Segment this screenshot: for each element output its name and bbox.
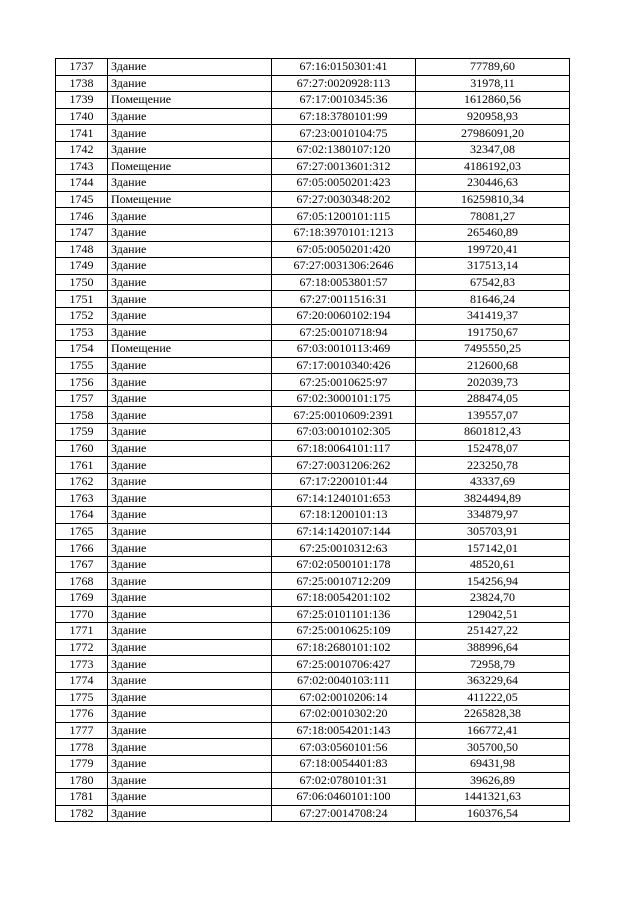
cadastral-number-cell: 67:25:0010625:97 bbox=[272, 374, 416, 391]
table-row bbox=[56, 440, 570, 457]
table-row bbox=[56, 573, 570, 590]
cadastral-value-cell: 157142,01 bbox=[416, 540, 570, 557]
cadastral-value-cell: 39626,89 bbox=[416, 772, 570, 789]
row-number-cell: 1737 bbox=[56, 59, 108, 76]
cadastral-number-cell: 67:17:2200101:44 bbox=[272, 473, 416, 490]
cadastral-number-cell: 67:17:0010340:426 bbox=[272, 357, 416, 374]
table-row bbox=[56, 739, 570, 756]
object-type-cell: Здание bbox=[108, 125, 272, 142]
cadastral-number-cell: 67:18:3970101:1213 bbox=[272, 224, 416, 241]
object-type-cell: Здание bbox=[108, 540, 272, 557]
table-row bbox=[56, 357, 570, 374]
object-type-cell: Здание bbox=[108, 507, 272, 524]
cadastral-number-cell: 67:18:0054401:83 bbox=[272, 755, 416, 772]
cadastral-value-cell: 920958,93 bbox=[416, 108, 570, 125]
cadastral-number-cell: 67:16:0150301:41 bbox=[272, 59, 416, 76]
cadastral-value-cell: 212600,68 bbox=[416, 357, 570, 374]
object-type-cell: Здание bbox=[108, 739, 272, 756]
table-row bbox=[56, 457, 570, 474]
row-number-cell: 1757 bbox=[56, 390, 108, 407]
cadastral-value-cell: 251427,22 bbox=[416, 623, 570, 640]
row-number-cell: 1773 bbox=[56, 656, 108, 673]
cadastral-number-cell: 67:27:0030348:202 bbox=[272, 191, 416, 208]
cadastral-value-cell: 154256,94 bbox=[416, 573, 570, 590]
cadastral-number-cell: 67:02:0010206:14 bbox=[272, 689, 416, 706]
cadastral-number-cell: 67:27:0020928:113 bbox=[272, 75, 416, 92]
table-row bbox=[56, 324, 570, 341]
cadastral-number-cell: 67:18:3780101:99 bbox=[272, 108, 416, 125]
row-number-cell: 1768 bbox=[56, 573, 108, 590]
row-number-cell: 1751 bbox=[56, 291, 108, 308]
table-row bbox=[56, 75, 570, 92]
object-type-cell: Здание bbox=[108, 75, 272, 92]
object-type-cell: Здание bbox=[108, 324, 272, 341]
cadastral-value-cell: 72958,79 bbox=[416, 656, 570, 673]
cadastral-value-cell: 317513,14 bbox=[416, 258, 570, 275]
cadastral-number-cell: 67:17:0010345:36 bbox=[272, 92, 416, 109]
table-row bbox=[56, 274, 570, 291]
table-row bbox=[56, 606, 570, 623]
cadastral-value-cell: 43337,69 bbox=[416, 473, 570, 490]
cadastral-value-cell: 199720,41 bbox=[416, 241, 570, 258]
table-row bbox=[56, 158, 570, 175]
object-type-cell: Здание bbox=[108, 374, 272, 391]
object-type-cell: Здание bbox=[108, 722, 272, 739]
table-row bbox=[56, 772, 570, 789]
row-number-cell: 1766 bbox=[56, 540, 108, 557]
table-row bbox=[56, 424, 570, 441]
row-number-cell: 1755 bbox=[56, 357, 108, 374]
cadastral-value-cell: 202039,73 bbox=[416, 374, 570, 391]
cadastral-value-cell: 166772,41 bbox=[416, 722, 570, 739]
table-row bbox=[56, 523, 570, 540]
cadastral-value-cell: 288474,05 bbox=[416, 390, 570, 407]
table-row bbox=[56, 689, 570, 706]
object-type-cell: Здание bbox=[108, 639, 272, 656]
cadastral-number-cell: 67:05:1200101:115 bbox=[272, 208, 416, 225]
object-type-cell: Здание bbox=[108, 141, 272, 158]
object-type-cell: Здание bbox=[108, 440, 272, 457]
cadastral-value-cell: 160376,54 bbox=[416, 805, 570, 822]
cadastral-number-cell: 67:25:0010625:109 bbox=[272, 623, 416, 640]
row-number-cell: 1749 bbox=[56, 258, 108, 275]
object-type-cell: Здание bbox=[108, 523, 272, 540]
cadastral-value-cell: 341419,37 bbox=[416, 307, 570, 324]
row-number-cell: 1782 bbox=[56, 805, 108, 822]
object-type-cell: Здание bbox=[108, 573, 272, 590]
object-type-cell: Здание bbox=[108, 490, 272, 507]
cadastral-value-cell: 16259810,34 bbox=[416, 191, 570, 208]
row-number-cell: 1767 bbox=[56, 556, 108, 573]
object-type-cell: Здание bbox=[108, 672, 272, 689]
cadastral-number-cell: 67:25:0101101:136 bbox=[272, 606, 416, 623]
table-row bbox=[56, 507, 570, 524]
cadastral-number-cell: 67:25:0010312:63 bbox=[272, 540, 416, 557]
table-row bbox=[56, 108, 570, 125]
cadastral-value-cell: 152478,07 bbox=[416, 440, 570, 457]
object-type-cell: Здание bbox=[108, 108, 272, 125]
cadastral-value-cell: 1441321,63 bbox=[416, 789, 570, 806]
table-row bbox=[56, 241, 570, 258]
object-type-cell: Здание bbox=[108, 689, 272, 706]
cadastral-value-cell: 77789,60 bbox=[416, 59, 570, 76]
row-number-cell: 1754 bbox=[56, 341, 108, 358]
cadastral-number-cell: 67:02:3000101:175 bbox=[272, 390, 416, 407]
row-number-cell: 1775 bbox=[56, 689, 108, 706]
object-type-cell: Здание bbox=[108, 274, 272, 291]
row-number-cell: 1774 bbox=[56, 672, 108, 689]
object-type-cell: Помещение bbox=[108, 341, 272, 358]
cadastral-number-cell: 67:03:0560101:56 bbox=[272, 739, 416, 756]
table-row bbox=[56, 175, 570, 192]
object-type-cell: Здание bbox=[108, 623, 272, 640]
cadastral-value-cell: 2265828,38 bbox=[416, 706, 570, 723]
row-number-cell: 1748 bbox=[56, 241, 108, 258]
cadastral-number-cell: 67:14:1420107:144 bbox=[272, 523, 416, 540]
table-row bbox=[56, 374, 570, 391]
row-number-cell: 1738 bbox=[56, 75, 108, 92]
cadastral-value-cell: 363229,64 bbox=[416, 672, 570, 689]
object-type-cell: Здание bbox=[108, 457, 272, 474]
cadastral-value-cell: 265460,89 bbox=[416, 224, 570, 241]
object-type-cell: Здание bbox=[108, 606, 272, 623]
row-number-cell: 1770 bbox=[56, 606, 108, 623]
table-row bbox=[56, 258, 570, 275]
cadastral-value-cell: 305700,50 bbox=[416, 739, 570, 756]
cadastral-number-cell: 67:25:0010712:209 bbox=[272, 573, 416, 590]
cadastral-number-cell: 67:20:0060102:194 bbox=[272, 307, 416, 324]
cadastral-number-cell: 67:27:0013601:312 bbox=[272, 158, 416, 175]
row-number-cell: 1772 bbox=[56, 639, 108, 656]
cadastral-number-cell: 67:03:0010113:469 bbox=[272, 341, 416, 358]
cadastral-number-cell: 67:18:1200101:13 bbox=[272, 507, 416, 524]
cadastral-number-cell: 67:02:1380107:120 bbox=[272, 141, 416, 158]
row-number-cell: 1743 bbox=[56, 158, 108, 175]
cadastral-number-cell: 67:25:0010718:94 bbox=[272, 324, 416, 341]
cadastral-number-cell: 67:27:0031206:262 bbox=[272, 457, 416, 474]
cadastral-value-cell: 81646,24 bbox=[416, 291, 570, 308]
cadastral-value-cell: 129042,51 bbox=[416, 606, 570, 623]
cadastral-value-cell: 139557,07 bbox=[416, 407, 570, 424]
table-row bbox=[56, 706, 570, 723]
cadastral-value-cell: 23824,70 bbox=[416, 590, 570, 607]
cadastral-number-cell: 67:05:0050201:423 bbox=[272, 175, 416, 192]
table-row bbox=[56, 623, 570, 640]
cadastral-number-cell: 67:06:0460101:100 bbox=[272, 789, 416, 806]
table-row bbox=[56, 125, 570, 142]
cadastral-value-cell: 1612860,56 bbox=[416, 92, 570, 109]
cadastral-number-cell: 67:27:0031306:2646 bbox=[272, 258, 416, 275]
cadastral-number-cell: 67:02:0780101:31 bbox=[272, 772, 416, 789]
cadastral-value-cell: 388996,64 bbox=[416, 639, 570, 656]
cadastral-number-cell: 67:25:0010706:427 bbox=[272, 656, 416, 673]
cadastral-number-cell: 67:27:0014708:24 bbox=[272, 805, 416, 822]
table-row bbox=[56, 473, 570, 490]
row-number-cell: 1769 bbox=[56, 590, 108, 607]
cadastral-value-cell: 8601812,43 bbox=[416, 424, 570, 441]
cadastral-number-cell: 67:25:0010609:2391 bbox=[272, 407, 416, 424]
registry-table-body bbox=[56, 59, 570, 822]
cadastral-value-cell: 7495550,25 bbox=[416, 341, 570, 358]
object-type-cell: Здание bbox=[108, 224, 272, 241]
cadastral-number-cell: 67:02:0500101:178 bbox=[272, 556, 416, 573]
row-number-cell: 1771 bbox=[56, 623, 108, 640]
cadastral-value-cell: 27986091,20 bbox=[416, 125, 570, 142]
row-number-cell: 1740 bbox=[56, 108, 108, 125]
row-number-cell: 1761 bbox=[56, 457, 108, 474]
table-row bbox=[56, 390, 570, 407]
cadastral-value-cell: 3824494,89 bbox=[416, 490, 570, 507]
object-type-cell: Помещение bbox=[108, 191, 272, 208]
object-type-cell: Здание bbox=[108, 258, 272, 275]
table-row bbox=[56, 805, 570, 822]
row-number-cell: 1764 bbox=[56, 507, 108, 524]
row-number-cell: 1781 bbox=[56, 789, 108, 806]
row-number-cell: 1780 bbox=[56, 772, 108, 789]
object-type-cell: Здание bbox=[108, 307, 272, 324]
object-type-cell: Здание bbox=[108, 590, 272, 607]
table-row bbox=[56, 59, 570, 76]
object-type-cell: Здание bbox=[108, 556, 272, 573]
table-row bbox=[56, 556, 570, 573]
row-number-cell: 1752 bbox=[56, 307, 108, 324]
cadastral-number-cell: 67:18:0054201:143 bbox=[272, 722, 416, 739]
row-number-cell: 1745 bbox=[56, 191, 108, 208]
row-number-cell: 1760 bbox=[56, 440, 108, 457]
table-row bbox=[56, 789, 570, 806]
object-type-cell: Здание bbox=[108, 407, 272, 424]
registry-table bbox=[55, 58, 570, 822]
cadastral-value-cell: 69431,98 bbox=[416, 755, 570, 772]
table-row bbox=[56, 639, 570, 656]
cadastral-number-cell: 67:03:0010102:305 bbox=[272, 424, 416, 441]
cadastral-number-cell: 67:18:0064101:117 bbox=[272, 440, 416, 457]
row-number-cell: 1747 bbox=[56, 224, 108, 241]
object-type-cell: Здание bbox=[108, 805, 272, 822]
row-number-cell: 1762 bbox=[56, 473, 108, 490]
object-type-cell: Здание bbox=[108, 789, 272, 806]
cadastral-value-cell: 223250,78 bbox=[416, 457, 570, 474]
row-number-cell: 1776 bbox=[56, 706, 108, 723]
object-type-cell: Здание bbox=[108, 241, 272, 258]
object-type-cell: Здание bbox=[108, 59, 272, 76]
row-number-cell: 1778 bbox=[56, 739, 108, 756]
object-type-cell: Здание bbox=[108, 656, 272, 673]
table-row bbox=[56, 291, 570, 308]
row-number-cell: 1746 bbox=[56, 208, 108, 225]
table-row bbox=[56, 590, 570, 607]
cadastral-number-cell: 67:23:0010104:75 bbox=[272, 125, 416, 142]
table-row bbox=[56, 92, 570, 109]
row-number-cell: 1756 bbox=[56, 374, 108, 391]
object-type-cell: Здание bbox=[108, 473, 272, 490]
row-number-cell: 1741 bbox=[56, 125, 108, 142]
table-row bbox=[56, 191, 570, 208]
row-number-cell: 1779 bbox=[56, 755, 108, 772]
table-row bbox=[56, 656, 570, 673]
cadastral-value-cell: 191750,67 bbox=[416, 324, 570, 341]
object-type-cell: Здание bbox=[108, 424, 272, 441]
row-number-cell: 1765 bbox=[56, 523, 108, 540]
cadastral-number-cell: 67:27:0011516:31 bbox=[272, 291, 416, 308]
cadastral-number-cell: 67:05:0050201:420 bbox=[272, 241, 416, 258]
table-row bbox=[56, 208, 570, 225]
cadastral-value-cell: 32347,08 bbox=[416, 141, 570, 158]
cadastral-number-cell: 67:02:0040103:111 bbox=[272, 672, 416, 689]
cadastral-value-cell: 334879,97 bbox=[416, 507, 570, 524]
table-row bbox=[56, 141, 570, 158]
object-type-cell: Здание bbox=[108, 175, 272, 192]
cadastral-number-cell: 67:02:0010302:20 bbox=[272, 706, 416, 723]
table-row bbox=[56, 224, 570, 241]
table-row bbox=[56, 540, 570, 557]
object-type-cell: Здание bbox=[108, 755, 272, 772]
object-type-cell: Помещение bbox=[108, 158, 272, 175]
row-number-cell: 1753 bbox=[56, 324, 108, 341]
row-number-cell: 1777 bbox=[56, 722, 108, 739]
row-number-cell: 1742 bbox=[56, 141, 108, 158]
object-type-cell: Здание bbox=[108, 291, 272, 308]
cadastral-number-cell: 67:18:0054201:102 bbox=[272, 590, 416, 607]
table-row bbox=[56, 722, 570, 739]
cadastral-value-cell: 48520,61 bbox=[416, 556, 570, 573]
object-type-cell: Здание bbox=[108, 208, 272, 225]
cadastral-value-cell: 305703,91 bbox=[416, 523, 570, 540]
object-type-cell: Здание bbox=[108, 706, 272, 723]
table-row bbox=[56, 307, 570, 324]
object-type-cell: Здание bbox=[108, 772, 272, 789]
row-number-cell: 1744 bbox=[56, 175, 108, 192]
cadastral-value-cell: 230446,63 bbox=[416, 175, 570, 192]
row-number-cell: 1739 bbox=[56, 92, 108, 109]
cadastral-value-cell: 4186192,03 bbox=[416, 158, 570, 175]
table-row bbox=[56, 755, 570, 772]
row-number-cell: 1750 bbox=[56, 274, 108, 291]
cadastral-value-cell: 67542,83 bbox=[416, 274, 570, 291]
cadastral-number-cell: 67:14:1240101:653 bbox=[272, 490, 416, 507]
cadastral-number-cell: 67:18:2680101:102 bbox=[272, 639, 416, 656]
object-type-cell: Помещение bbox=[108, 92, 272, 109]
row-number-cell: 1763 bbox=[56, 490, 108, 507]
cadastral-value-cell: 78081,27 bbox=[416, 208, 570, 225]
cadastral-value-cell: 31978,11 bbox=[416, 75, 570, 92]
cadastral-number-cell: 67:18:0053801:57 bbox=[272, 274, 416, 291]
table-row bbox=[56, 407, 570, 424]
object-type-cell: Здание bbox=[108, 390, 272, 407]
object-type-cell: Здание bbox=[108, 357, 272, 374]
table-row bbox=[56, 672, 570, 689]
cadastral-value-cell: 411222,05 bbox=[416, 689, 570, 706]
table-row bbox=[56, 341, 570, 358]
row-number-cell: 1759 bbox=[56, 424, 108, 441]
table-row bbox=[56, 490, 570, 507]
row-number-cell: 1758 bbox=[56, 407, 108, 424]
